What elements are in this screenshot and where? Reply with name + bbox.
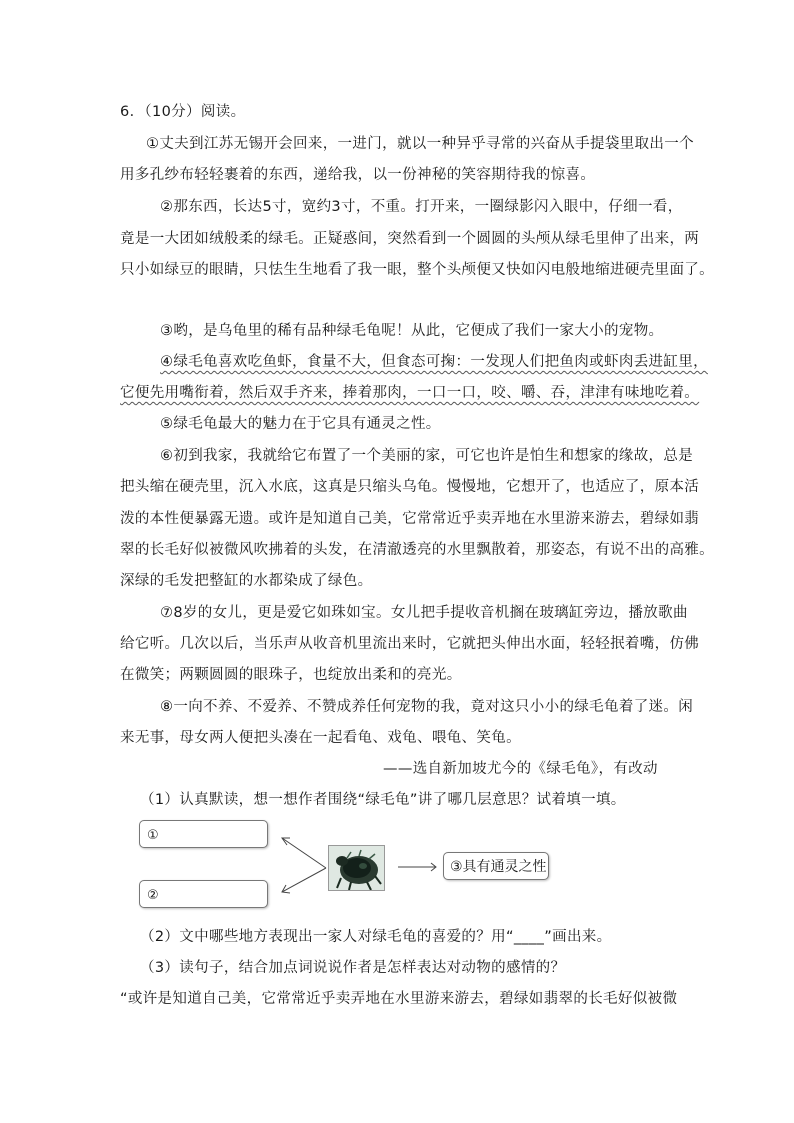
paragraph-6-line-1: ⑥初到我家，我就给它布置了一个美丽的家，可它也许是怕生和想家的缘故，总是 bbox=[160, 448, 694, 464]
paragraph-7-line-1: ⑦8岁的女儿，更是爱它如珠如宝。女儿把手提收音机搁在玻璃缸旁边，播放歌曲 bbox=[160, 605, 688, 621]
paragraph-7-line-2: 给它听。几次以后，当乐声从收音机里流出来时，它就把头伸出水面，轻轻抿着嘴，仿佛 bbox=[120, 636, 700, 652]
paragraph-2-line-3: 只小如绿豆的眼睛，只怯生生地看了我一眼，整个头颅便又快如闪电般地缩进硬壳里面了。 bbox=[120, 262, 714, 278]
paragraph-8-line-2: 来无事，母女两人便把头凑在一起看龟、戏龟、喂龟、笑龟。 bbox=[120, 730, 521, 746]
paragraph-8-line-1: ⑧一向不养、不爱养、不赞成养任何宠物的我，竟对这只小小的绿毛龟着了迷。闲 bbox=[160, 699, 694, 715]
paragraph-6-line-3: 泼的本性便暴露无遗。或许是知道自己美，它常常近乎卖弄地在水里游来游去，碧绿如翡 bbox=[120, 511, 700, 527]
answer-box-3-label: ③具有通灵之性 bbox=[450, 859, 547, 875]
paragraph-6-line-2: 把头缩在硬壳里，沉入水底，这真是只缩头乌龟。慢慢地，它想开了，也适应了，原本活 bbox=[120, 479, 700, 495]
paragraph-2-line-2: 竟是一大团如绒般柔的绿毛。正疑惑间，突然看到一个圆圆的头颅从绿毛里伸了出来，两 bbox=[120, 231, 700, 247]
subquestion-3: （3）读句子，结合加点词说说作者是怎样表达对动物的感情的？ bbox=[140, 960, 566, 976]
paragraph-6-line-5: 深绿的毛发把整缸的水都染成了绿色。 bbox=[120, 573, 373, 589]
wavy-underlined-sentence: 它便先用嘴衔着，然后双手齐来，捧着那肉，一口一口，咬、嚼、吞，津津有味地吃着。 bbox=[120, 385, 700, 401]
quoted-sentence: “或许是知道自己美，它常常近乎卖弄地在水里游来游去，碧绿如翡翠的长毛好似被微 bbox=[120, 991, 678, 1007]
paragraph-5: ⑤绿毛龟最大的魅力在于它具有通灵之性。 bbox=[160, 416, 441, 432]
paragraph-6-line-4: 翠的长毛好似被微风吹拂着的头发，在清澈透亮的水里飘散着，那姿态，有说不出的高雅。 bbox=[120, 542, 714, 558]
green-hair-turtle-image bbox=[328, 845, 385, 891]
question-heading: 6．（10分）阅读。 bbox=[120, 104, 246, 120]
paragraph-2-line-1: ②那东西，长达5寸，宽约3寸，不重。打开来，一圈绿影闪入眼中，仔细一看， bbox=[160, 199, 683, 215]
paragraph-1-line-2: 用多孔纱布轻轻裹着的东西，递给我，以一份神秘的笑容期待我的惊喜。 bbox=[120, 167, 596, 183]
source-citation: ——选自新加坡尤今的《绿毛龟》，有改动 bbox=[383, 761, 658, 777]
paragraph-3: ③哟，是乌龟里的稀有品种绿毛龟呢！从此，它便成了我们一家大小的宠物。 bbox=[160, 323, 664, 339]
answer-box-1-label: ① bbox=[147, 828, 159, 843]
answer-box-2-label: ② bbox=[147, 888, 159, 903]
subquestion-2: （2）文中哪些地方表现出一家人对绿毛龟的喜爱的？用“____”画出来。 bbox=[140, 929, 612, 945]
paragraph-1-line-1: ①丈夫到江苏无锡开会回来，一进门，就以一种异乎寻常的兴奋从手提袋里取出一个 bbox=[146, 136, 694, 152]
paragraph-7-line-3: 在微笑；两颗圆圆的眼珠子，也绽放出柔和的亮光。 bbox=[120, 667, 462, 683]
subquestion-1: （1）认真默读，想一想作者围绕“绿毛龟”讲了哪几层意思？试着填一填。 bbox=[140, 792, 626, 808]
wavy-underlined-sentence: ④绿毛龟喜欢吃鱼虾，食量不大，但食态可掬：一发现人们把鱼肉或虾肉丢进缸里， bbox=[160, 354, 708, 370]
